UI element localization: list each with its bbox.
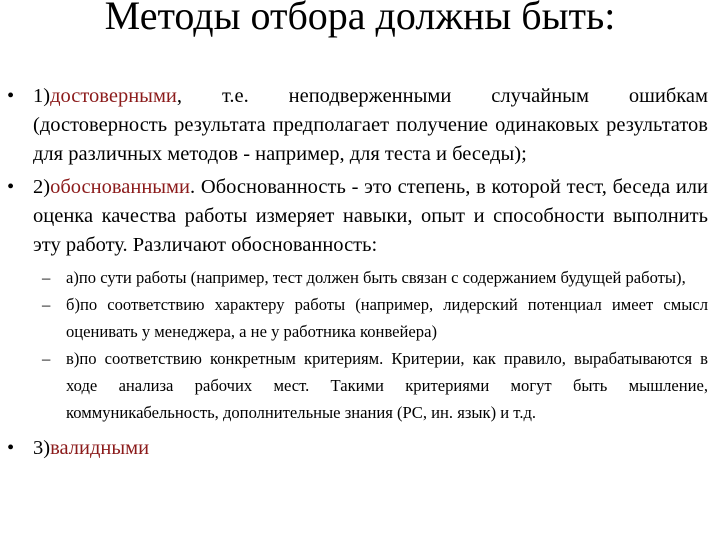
bullet-keyword: валидными (50, 437, 150, 459)
bullet-body: , т.е. неподверженными случайным ошибкам (достоверность результата предполагает получение одинаковых результатов для различных методов - например, для теста и беседы); (33, 85, 708, 165)
sub-bullet-text: в)по соответствию конкретным критериям. Критерии, как правило, вырабатываются в ходе анализа рабочих мест. Такими критериями могут быть мышление, коммуникабельность, дополнительные знания (PC, ин. язык) и т.д. (66, 349, 708, 422)
sub-bullet-marker: – (42, 295, 51, 314)
bullet-text (33, 82, 708, 169)
list-item-valid (0, 434, 720, 463)
sub-bullet-text: а)по сути работы (например, тест должен быть связан с содержанием будущей работы), (66, 268, 686, 287)
bullet-keyword: обоснованными (50, 176, 191, 198)
sub-bullet-marker: – (42, 349, 51, 368)
bullet-number: 1) (33, 85, 51, 107)
sub-bullet-text: б)по соответствию характеру работы (например, лидерский потенциал имеет смысл оценивать у менеджера, а не у работника конвейера) (66, 295, 708, 341)
bullet-number: 3) (33, 437, 51, 459)
bullet-text (33, 173, 708, 260)
slide-title: Методы отбора должны быть: (104, 0, 616, 38)
bullet-number: 2) (33, 176, 51, 198)
sub-list (0, 264, 720, 426)
list-item-justified (0, 173, 720, 260)
bullet-keyword: достоверными (50, 85, 177, 107)
bullet-marker: • (7, 176, 15, 198)
sub-list-item (0, 264, 720, 291)
sub-list-item (0, 345, 720, 426)
bullet-body: . Обоснованность - это степень, в которой тест, беседа или оценка качества работы измеряет навыки, опыт и способности выполнить эту работу. Различают обоснованность: (33, 176, 708, 256)
sub-list-item (0, 291, 720, 345)
bullet-text (33, 434, 708, 463)
sub-bullet-marker: – (42, 268, 51, 287)
slide-content (0, 82, 720, 463)
bullet-marker: • (7, 85, 15, 107)
list-item-reliable (0, 82, 720, 169)
bullet-marker: • (7, 437, 15, 459)
